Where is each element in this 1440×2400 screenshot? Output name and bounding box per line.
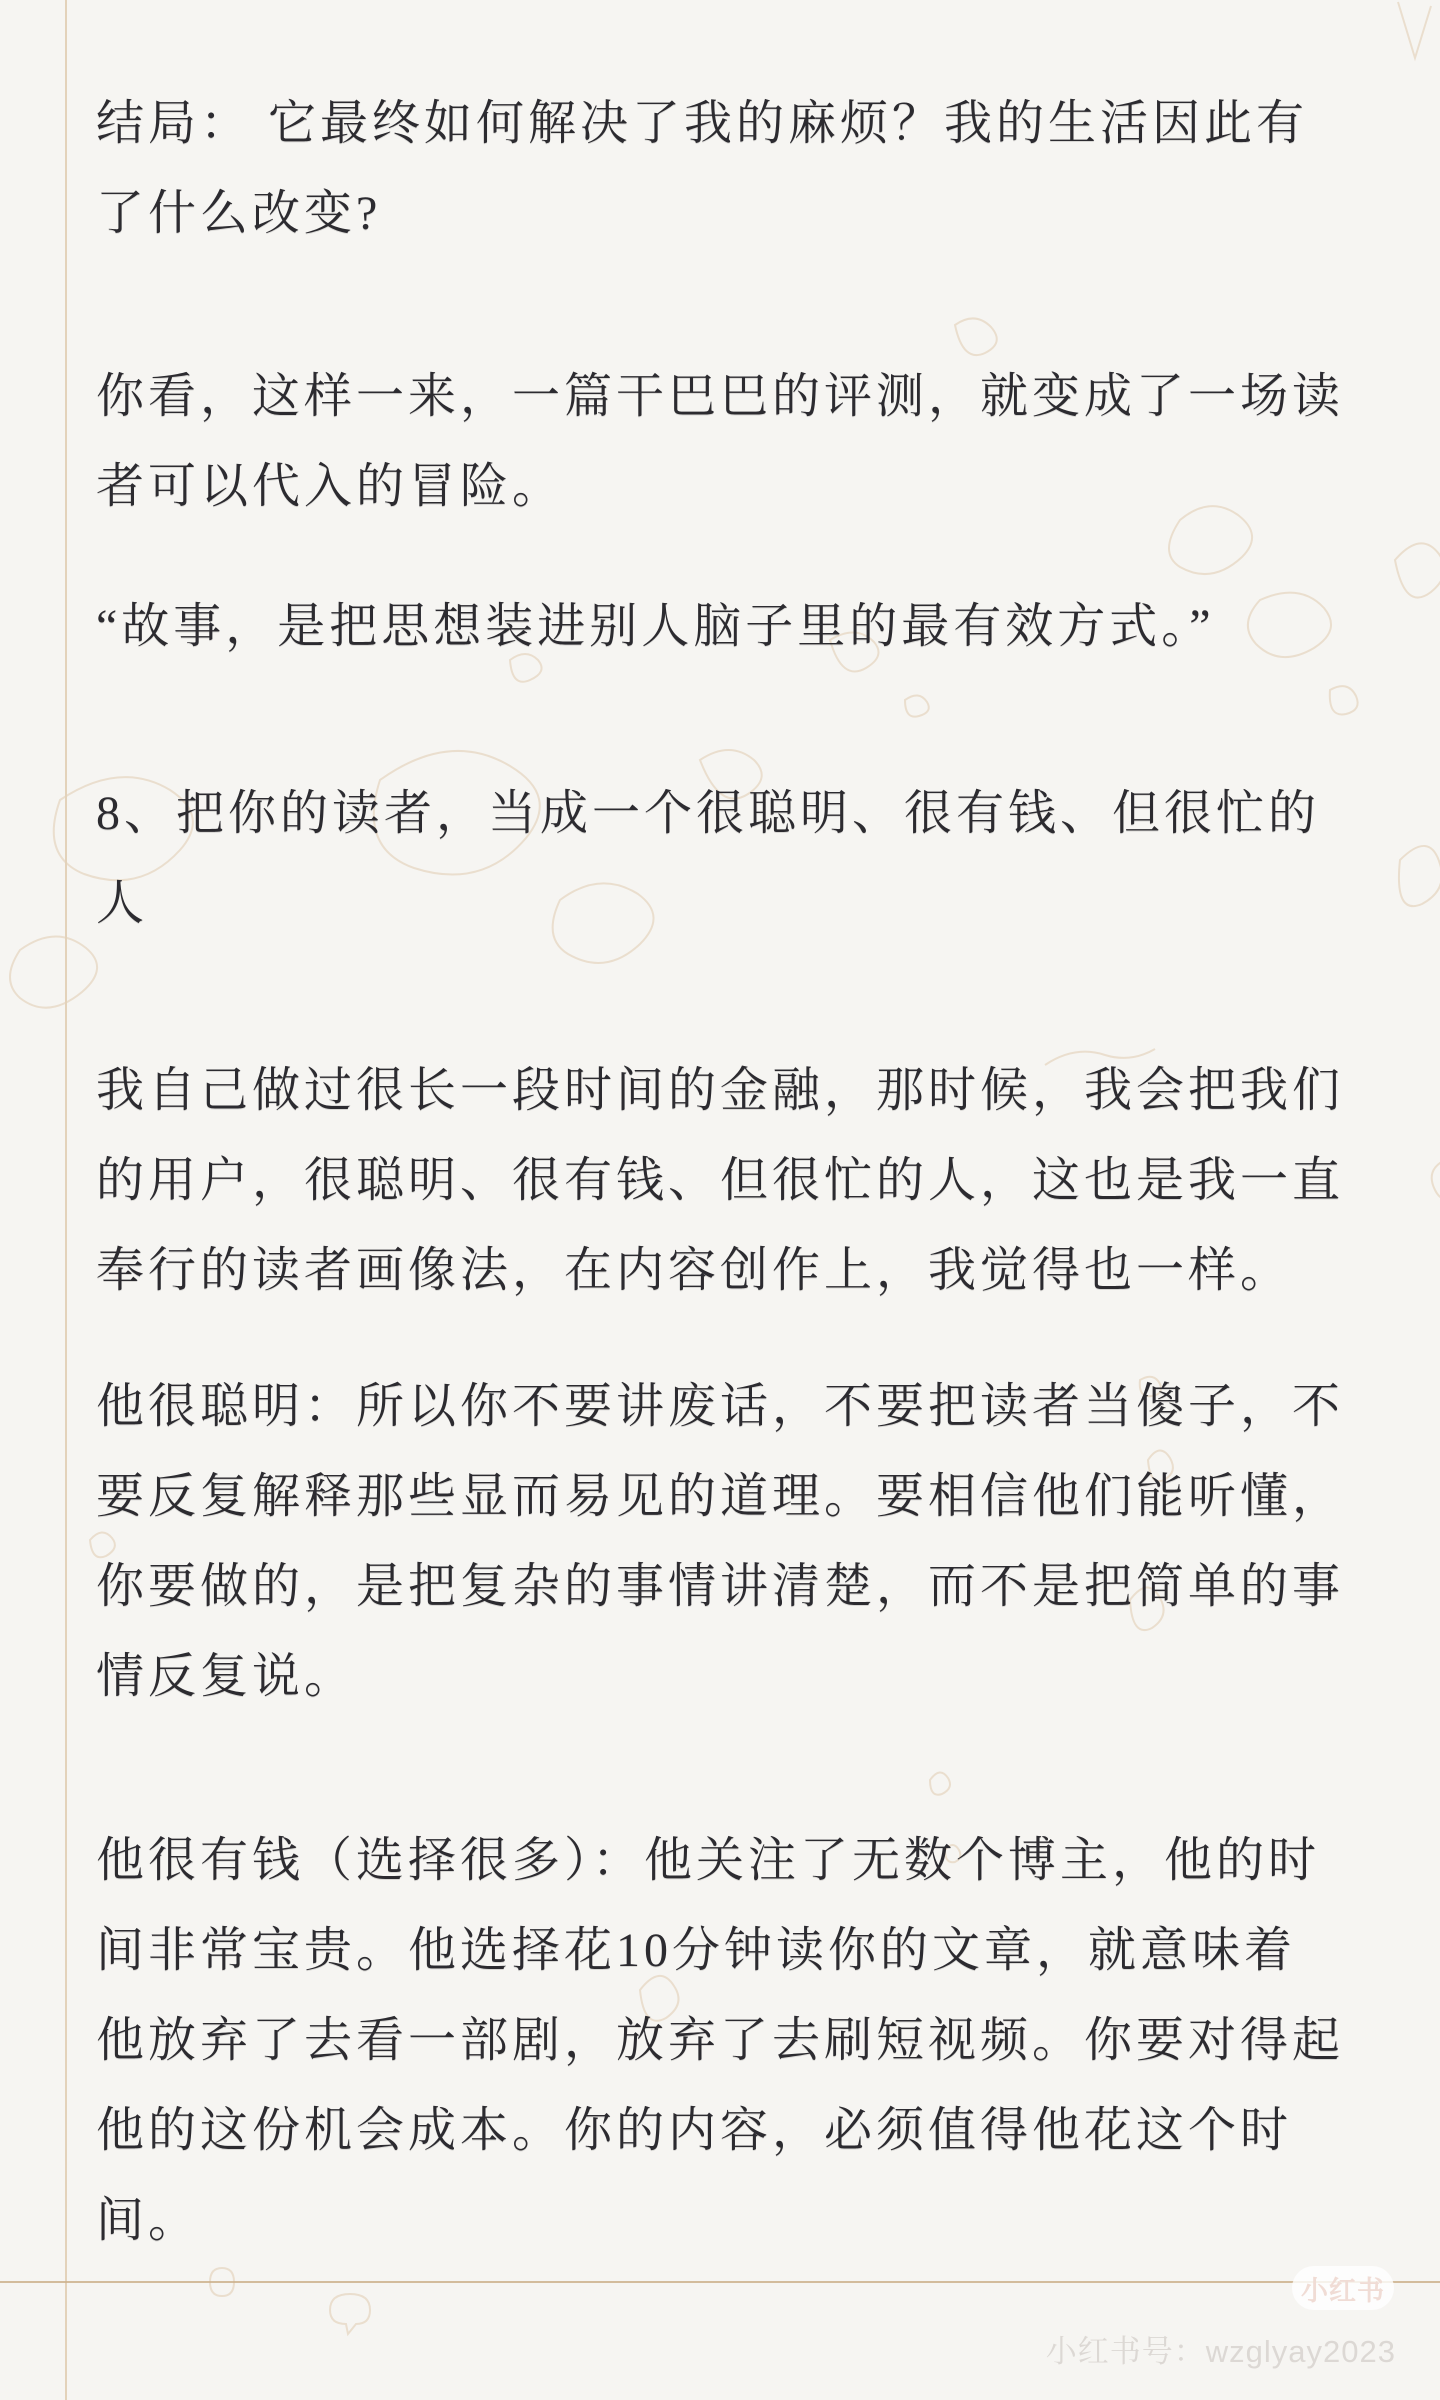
paragraph-he-is-smart: 他很聪明：所以你不要讲废话，不要把读者当傻子，不要反复解释那些显而易见的道理。要相信他们能听懂，你要做的，是把复杂的事情讲清楚，而不是把简单的事情反复说。 [96, 1380, 1345, 1703]
paragraph-finance-persona: 我自己做过很长一段时间的金融，那时候，我会把我们的用户，很聪明、很有钱、但很忙的人，这也是我一直奉行的读者画像法，在内容创作上，我觉得也一样。 [96, 1064, 1345, 1297]
paragraph-review-adventure: 你看，这样一来，一篇干巴巴的评测，就变成了一场读者可以代入的冒险。 [96, 370, 1345, 513]
paragraph-ending-question: 结局： 它最终如何解决了我的麻烦？我的生活因此有了什么改变? [96, 97, 1309, 240]
xiaohongshu-watermark-badge [1292, 2266, 1394, 2310]
heading-rule-8: 8、把你的读者，当成一个很聪明、很有钱、但很忙的人 [96, 787, 1321, 930]
left-margin-line [65, 0, 67, 2400]
xiaohongshu-account-id: 小红书号：wzglyay2023 [1045, 2334, 1396, 2369]
footer-divider [0, 2281, 1440, 2283]
xiaohongshu-watermark-label: 小红书 [1301, 2275, 1385, 2306]
quote-story-method: “故事，是把思想装进别人脑子里的最有效方式。” [96, 600, 1215, 653]
paragraph-he-is-rich: 他很有钱（选择很多）：他关注了无数个博主，他的时间非常宝贵。他选择花10分钟读你的文章，就意味着他放弃了去看一部剧，放弃了去刷短视频。你要对得起他的这份机会成本。你的内容，必须值得他花这个时间。 [96, 1834, 1345, 2247]
